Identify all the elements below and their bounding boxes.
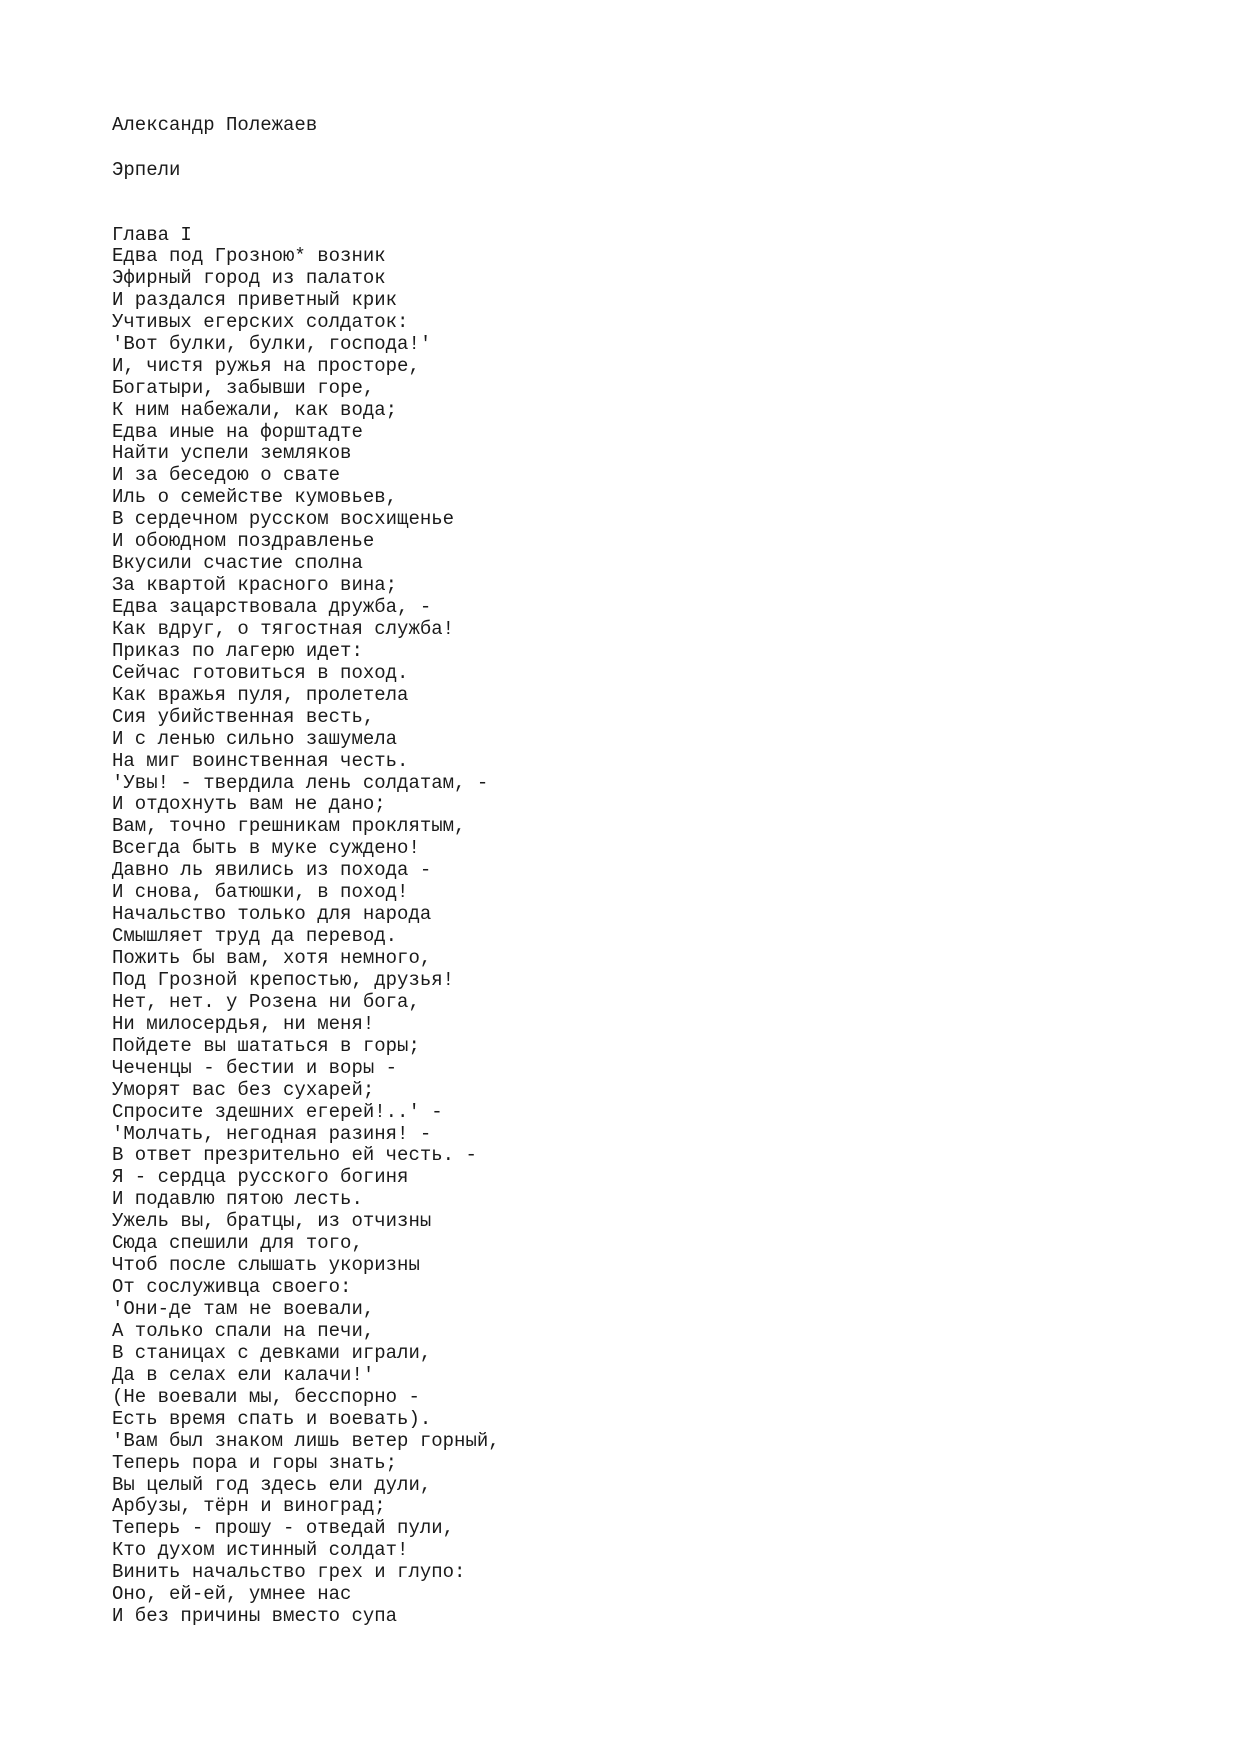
poem-line: Арбузы, тёрн и виноград; (112, 1495, 386, 1518)
poem-line: Пойдете вы шататься в горы; (112, 1034, 420, 1057)
poem-line: В ответ презрительно ей честь. - (112, 1144, 477, 1167)
poem-line: Едва иные на форштадте (112, 420, 363, 443)
poem-line: Теперь - прошу - отведай пули, (112, 1517, 455, 1540)
poem-line: За квартой красного вина; (112, 574, 398, 597)
poem-line: Нет, нет. у Розена ни бога, (112, 990, 420, 1013)
poem-line: А только спали на печи, (112, 1319, 375, 1342)
poem-line: (Не воевали мы, бесспорно - (112, 1385, 420, 1408)
poem-line: Под Грозной крепостью, друзья! (112, 968, 455, 991)
author-name: Александр Полежаев (112, 114, 318, 136)
poem-line: Давно ль явились из похода - (112, 859, 432, 882)
poem-line: И подавлю пятою лесть. (112, 1188, 363, 1211)
poem-line: Приказ по лагерю идет: (112, 639, 363, 662)
poem-line: Как вдруг, о тягостная служба! (112, 617, 455, 640)
poem-line: В станицах с девками играли, (112, 1341, 432, 1364)
poem-line: Чеченцы - бестии и воры - (112, 1056, 398, 1079)
poem-line: Вкусили счастие сполна (112, 552, 363, 575)
poem-line: На миг воинственная честь. (112, 749, 409, 772)
poem-line: Едва зацарствовала дружба, - (112, 596, 432, 618)
poem-line: Вам, точно грешникам проклятым, (112, 815, 466, 838)
poem-line: Начальство только для народа (112, 903, 432, 926)
poem-line: Ни милосердья, ни меня! (112, 1012, 375, 1035)
poem-line: И обоюдном поздравленье (112, 530, 375, 553)
poem-line: Теперь пора и горы знать; (112, 1451, 398, 1474)
poem-line: Богатыри, забывши горе, (112, 376, 375, 399)
poem-line: И, чистя ружья на просторе, (112, 354, 420, 377)
poem-line: Я - сердца русского богиня (112, 1166, 409, 1189)
poem-line: Эфирный город из палаток (112, 266, 386, 289)
poem-line: Сия убийственная весть, (112, 705, 375, 728)
poem-line: Сейчас готовиться в поход. (112, 661, 409, 684)
poem-line: К ним набежали, как вода; (112, 398, 398, 421)
poem-line: И с ленью сильно зашумела (112, 727, 398, 750)
poem-line: Едва под Грозною* возник (112, 245, 386, 267)
poem-line: В сердечном русском восхищенье (112, 508, 455, 531)
poem-line: И раздался приветный крик (112, 288, 398, 311)
poem-line: Спросите здешних егерей!..' - (112, 1100, 443, 1123)
poem-line: Найти успели земляков (112, 442, 352, 465)
poem-line: 'Вам был знаком лишь ветер горный, (112, 1429, 500, 1452)
poem-line: И отдохнуть вам не дано; (112, 793, 386, 816)
poem-line: Уморят вас без сухарей; (112, 1078, 375, 1101)
poem-line: 'Молчать, негодная разиня! - (112, 1122, 432, 1145)
poem-line: От сослуживца своего: (112, 1276, 352, 1299)
poem-title: Эрпели (112, 159, 181, 181)
poem-line: Учтивых егерских солдаток: (112, 310, 409, 333)
chapter-heading: Глава I (112, 224, 192, 246)
poem-line: Всегда быть в муке суждено! (112, 837, 420, 860)
poem-line: Вы целый год здесь ели дули, (112, 1473, 432, 1496)
poem-line: И за беседою о свате (112, 464, 341, 487)
poem-line: И без причины вместо супа (112, 1605, 398, 1628)
poem-line: Кто духом истинный солдат! (112, 1539, 409, 1562)
poem-line: И снова, батюшки, в поход! (112, 881, 409, 904)
poem-line: 'Вот булки, булки, господа!' (112, 332, 432, 355)
poem-line: Смышляет труд да перевод. (112, 925, 398, 948)
poem-line: Ужель вы, братцы, из отчизны (112, 1210, 432, 1233)
poem-line: Винить начальство грех и глупо: (112, 1561, 466, 1584)
poem-line: Да в селах ели калачи!' (112, 1363, 375, 1386)
poem-line: Пожить бы вам, хотя немного, (112, 947, 432, 969)
poem-line: Есть время спать и воевать). (112, 1407, 432, 1430)
poem-line: Иль о семействе кумовьев, (112, 486, 398, 509)
poem-body (112, 246, 500, 1628)
poem-line: Чтоб после слышать укоризны (112, 1254, 420, 1277)
poem-line: Сюда спешили для того, (112, 1232, 363, 1255)
poem-line: 'Они-де там не воевали, (112, 1298, 375, 1320)
poem-line: 'Увы! - твердила лень солдатам, - (112, 771, 489, 794)
poem-line: Оно, ей-ей, умнее нас (112, 1583, 352, 1606)
poem-line: Как вражья пуля, пролетела (112, 683, 409, 706)
